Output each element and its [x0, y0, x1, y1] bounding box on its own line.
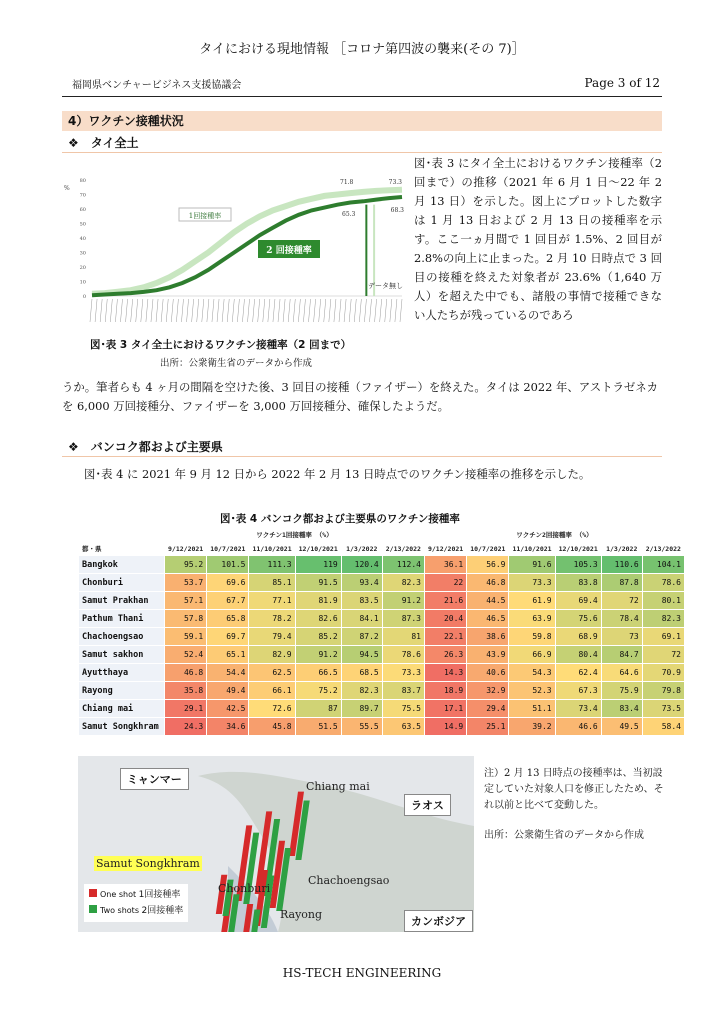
- second-dose-cell: 63.9: [509, 610, 555, 628]
- no-data-label: データ無し: [368, 282, 403, 290]
- x-tick-mark: [232, 299, 234, 322]
- second-dose-cell: 36.1: [424, 556, 466, 574]
- city-samut-songkhram: Samut Songkhram: [96, 857, 200, 870]
- first-dose-cell: 82.6: [295, 610, 341, 628]
- first-dose-cell: 89.7: [341, 700, 382, 718]
- first-dose-cell: 62.5: [249, 664, 295, 682]
- second-dose-cell: 22.1: [424, 628, 466, 646]
- second-dose-cell: 87.8: [601, 574, 642, 592]
- province-name: Samut Prakhan: [79, 592, 165, 610]
- second-dose-cell: 61.9: [509, 592, 555, 610]
- second-dose-series: [92, 197, 402, 295]
- first-dose-cell: 84.1: [341, 610, 382, 628]
- second-dose-cell: 72: [601, 592, 642, 610]
- chart-x-tick-labels: [90, 299, 402, 322]
- first-dose-cell: 34.6: [207, 718, 249, 736]
- y-tick-label: 10: [79, 279, 86, 286]
- x-tick-mark: [227, 299, 229, 322]
- x-tick-mark: [263, 299, 265, 322]
- first-dose-cell: 35.8: [165, 682, 207, 700]
- first-dose-cell: 82.9: [249, 646, 295, 664]
- x-tick-mark: [131, 299, 133, 322]
- country-myanmar: ミャンマー: [120, 768, 189, 790]
- first-dose-cell: 54.4: [207, 664, 249, 682]
- legend-two-shots: Two shots 2回接種率: [89, 903, 183, 919]
- x-tick-mark: [258, 299, 260, 322]
- first-dose-cell: 78.2: [249, 610, 295, 628]
- table-row: [79, 592, 685, 610]
- second-dose-cell: 69.1: [642, 628, 684, 646]
- second-dose-cell: 80.4: [555, 646, 601, 664]
- date-header: 10/7/2021: [207, 542, 249, 556]
- x-tick-mark: [161, 299, 163, 322]
- first-dose-cell: 91.5: [295, 574, 341, 592]
- first-dose-cell: 87.3: [382, 610, 424, 628]
- second-dose-cell: 80.1: [642, 592, 684, 610]
- second-dose-cell: 78.6: [642, 574, 684, 592]
- table-row: [79, 664, 685, 682]
- city-chiang-mai: Chiang mai: [306, 780, 370, 793]
- section-heading: 4）ワクチン接種状況: [62, 111, 662, 131]
- second-dose-cell: 82.3: [642, 610, 684, 628]
- province-name: Bangkok: [79, 556, 165, 574]
- x-tick-mark: [390, 299, 392, 322]
- second-dose-cell: 70.9: [642, 664, 684, 682]
- group1-header: ワクチン1回接種率 （%）: [165, 528, 425, 542]
- date-header: 2/13/2022: [382, 542, 424, 556]
- x-tick-mark: [314, 299, 316, 322]
- country-laos: ラオス: [404, 794, 451, 816]
- x-tick-mark: [197, 299, 199, 322]
- first-dose-cell: 95.2: [165, 556, 207, 574]
- second-dose-cell: 39.2: [509, 718, 555, 736]
- y-tick-label: 70: [79, 192, 86, 199]
- x-tick-mark: [222, 299, 224, 322]
- second-dose-cell: 73.5: [642, 700, 684, 718]
- y-tick-label: 30: [79, 250, 86, 257]
- paragraph-3: 図･表 4 に 2021 年 9 月 12 日から 2022 年 2 月 13 日時点でのワクチン接種率の推移を示した。: [84, 467, 591, 481]
- y-tick-label: 0: [82, 294, 86, 300]
- second-dose-cell: 43.9: [467, 646, 509, 664]
- province-name: Chachoengsao: [79, 628, 165, 646]
- x-tick-mark: [273, 299, 275, 322]
- legend-swatch-green: [89, 905, 97, 913]
- x-tick-mark: [212, 299, 214, 322]
- first-dose-cell: 46.8: [165, 664, 207, 682]
- table-row: [79, 718, 685, 736]
- x-tick-mark: [324, 299, 326, 322]
- date-header: 10/7/2021: [467, 542, 509, 556]
- second-dose-cell: 22: [424, 574, 466, 592]
- date-header: 11/10/2021: [249, 542, 295, 556]
- first-dose-cell: 101.5: [207, 556, 249, 574]
- x-tick-mark: [141, 299, 143, 322]
- page-title: タイにおける現地情報 ［コロナ第四波の襲来(その 7)］: [199, 42, 525, 57]
- x-tick-mark: [298, 299, 300, 322]
- first-dose-cell: 63.5: [382, 718, 424, 736]
- province-name: Pathum Thani: [79, 610, 165, 628]
- second-dose-cell: 72: [642, 646, 684, 664]
- x-tick-mark: [400, 299, 402, 322]
- first-dose-cell: 82.3: [382, 574, 424, 592]
- province-name: Rayong: [79, 682, 165, 700]
- first-dose-cell: 24.3: [165, 718, 207, 736]
- x-tick-mark: [268, 299, 270, 322]
- x-tick-mark: [334, 299, 336, 322]
- x-tick-mark: [242, 299, 244, 322]
- first-dose-cell: 57.1: [165, 592, 207, 610]
- second-dose-cell: 14.9: [424, 718, 466, 736]
- x-tick-mark: [354, 299, 356, 322]
- first-dose-cell: 69.6: [207, 574, 249, 592]
- second-dose-cell: 66.9: [509, 646, 555, 664]
- second-dose-cell: 26.3: [424, 646, 466, 664]
- x-tick-mark: [248, 299, 250, 322]
- x-tick-mark: [253, 299, 255, 322]
- x-tick-mark: [349, 299, 351, 322]
- second-dose-cell: 73.3: [509, 574, 555, 592]
- province-map: [78, 756, 474, 932]
- first-dose-cell: 57.8: [165, 610, 207, 628]
- paragraph-2: うか。筆者らも 4 ヶ月の間隔を空けた後、3 回目の接種（ファイザー）を終えた。タイは 2022 年、アストラゼネカを 6,000 万回接種分、ファイザーを 3,000 万回接種分、確保したようだ。: [62, 380, 659, 413]
- figure3-caption: 図･表 3 タイ全土におけるワクチン接種率（2 回まで）: [90, 339, 352, 351]
- chart-y-label: %: [64, 185, 70, 192]
- x-tick-mark: [364, 299, 366, 322]
- x-tick-mark: [136, 299, 138, 322]
- x-tick-mark: [95, 299, 97, 322]
- x-tick-mark: [181, 299, 183, 322]
- x-tick-mark: [375, 299, 377, 322]
- annotation-second-feb: 68.3: [390, 207, 404, 214]
- second-dose-cell: 21.6: [424, 592, 466, 610]
- first-dose-cell: 83.7: [382, 682, 424, 700]
- first-dose-cell: 72.6: [249, 700, 295, 718]
- first-dose-cell: 93.4: [341, 574, 382, 592]
- legend-one-shot: One shot 1回接種率: [89, 887, 183, 903]
- second-dose-cell: 62.4: [555, 664, 601, 682]
- x-tick-mark: [217, 299, 219, 322]
- second-dose-label: 2 回接種率: [266, 246, 312, 256]
- first-dose-cell: 120.4: [341, 556, 382, 574]
- subsection-bangkok: ❖ バンコク都および主要県: [62, 437, 662, 457]
- second-dose-cell: 46.6: [555, 718, 601, 736]
- x-tick-mark: [288, 299, 290, 322]
- x-tick-mark: [319, 299, 321, 322]
- first-dose-cell: 45.8: [249, 718, 295, 736]
- second-dose-cell: 91.6: [509, 556, 555, 574]
- first-dose-cell: 42.5: [207, 700, 249, 718]
- x-tick-mark: [192, 299, 194, 322]
- second-dose-cell: 67.3: [555, 682, 601, 700]
- first-dose-cell: 91.2: [382, 592, 424, 610]
- first-dose-cell: 87.2: [341, 628, 382, 646]
- date-header: 12/10/2021: [295, 542, 341, 556]
- figure3-source: 出所：公衆衛生省のデータから作成: [160, 358, 313, 369]
- province-name: Chonburi: [79, 574, 165, 592]
- organization-name: 福岡県ベンチャービジネス支援協議会: [72, 80, 242, 91]
- first-dose-cell: 55.5: [341, 718, 382, 736]
- x-tick-mark: [202, 299, 204, 322]
- table-row: [79, 682, 685, 700]
- second-dose-cell: 68.9: [555, 628, 601, 646]
- x-tick-mark: [176, 299, 178, 322]
- x-tick-mark: [359, 299, 361, 322]
- x-tick-mark: [110, 299, 112, 322]
- map-note-source: 出所：公衆衛生省のデータから作成: [484, 830, 644, 841]
- table-row: [79, 556, 685, 574]
- row-header: 都・県: [79, 542, 165, 556]
- first-dose-cell: 65.1: [207, 646, 249, 664]
- first-dose-cell: 94.5: [341, 646, 382, 664]
- second-dose-cell: 79.8: [642, 682, 684, 700]
- x-tick-mark: [370, 299, 372, 322]
- nationwide-vaccination-chart: [62, 170, 407, 330]
- second-dose-cell: 56.9: [467, 556, 509, 574]
- province-name: Chiang mai: [79, 700, 165, 718]
- first-dose-cell: 65.8: [207, 610, 249, 628]
- vaccination-table: [78, 527, 685, 736]
- first-dose-cell: 85.2: [295, 628, 341, 646]
- date-header: 1/3/2022: [341, 542, 382, 556]
- second-dose-cell: 46.5: [467, 610, 509, 628]
- x-tick-mark: [115, 299, 117, 322]
- first-dose-cell: 77.1: [249, 592, 295, 610]
- second-dose-cell: 32.9: [467, 682, 509, 700]
- second-dose-cell: 29.4: [467, 700, 509, 718]
- x-tick-mark: [146, 299, 148, 322]
- x-tick-mark: [207, 299, 209, 322]
- second-dose-cell: 46.8: [467, 574, 509, 592]
- x-tick-mark: [156, 299, 158, 322]
- second-dose-cell: 105.3: [555, 556, 601, 574]
- annotation-first-jan: 71.8: [340, 179, 354, 186]
- second-dose-cell: 73.4: [555, 700, 601, 718]
- second-dose-cell: 25.1: [467, 718, 509, 736]
- y-tick-label: 80: [79, 178, 86, 184]
- second-dose-cell: 52.3: [509, 682, 555, 700]
- first-dose-cell: 112.4: [382, 556, 424, 574]
- first-dose-cell: 68.5: [341, 664, 382, 682]
- second-dose-cell: 14.3: [424, 664, 466, 682]
- first-dose-cell: 81: [382, 628, 424, 646]
- second-dose-cell: 73: [601, 628, 642, 646]
- x-tick-mark: [166, 299, 168, 322]
- province-name: Samut Songkhram: [79, 718, 165, 736]
- x-tick-mark: [126, 299, 128, 322]
- x-tick-mark: [237, 299, 239, 322]
- second-dose-cell: 104.1: [642, 556, 684, 574]
- city-rayong: Rayong: [280, 908, 323, 921]
- second-dose-cell: 54.3: [509, 664, 555, 682]
- second-dose-cell: 51.1: [509, 700, 555, 718]
- date-header: 2/13/2022: [642, 542, 684, 556]
- date-header: 9/12/2021: [424, 542, 466, 556]
- page-footer: HS-TECH ENGINEERING: [282, 966, 442, 980]
- first-dose-cell: 49.4: [207, 682, 249, 700]
- first-dose-cell: 83.5: [341, 592, 382, 610]
- table-row: [79, 628, 685, 646]
- legend-swatch-red: [89, 889, 97, 897]
- x-tick-mark: [380, 299, 382, 322]
- subsection-thailand: ❖ タイ全土: [62, 133, 662, 153]
- first-dose-cell: 82.3: [341, 682, 382, 700]
- header-divider: [62, 96, 662, 97]
- x-tick-mark: [100, 299, 102, 322]
- second-dose-cell: 49.5: [601, 718, 642, 736]
- second-dose-cell: 64.6: [601, 664, 642, 682]
- table-corner: [79, 528, 165, 542]
- table-row: [79, 574, 685, 592]
- y-tick-label: 20: [79, 265, 86, 271]
- second-dose-cell: 59.8: [509, 628, 555, 646]
- x-tick-mark: [105, 299, 107, 322]
- first-dose-cell: 79.4: [249, 628, 295, 646]
- y-tick-label: 60: [79, 207, 86, 213]
- first-dose-cell: 69.7: [207, 628, 249, 646]
- first-dose-cell: 59.1: [165, 628, 207, 646]
- first-dose-cell: 81.9: [295, 592, 341, 610]
- country-cambodia: カンボジア: [404, 910, 473, 932]
- x-tick-mark: [339, 299, 341, 322]
- paragraph-1: 図･表 3 にタイ全土におけるワクチン接種率（2 回まで）の推移（2021 年 6 月 1 日～22 年 2 月 13 日）を示した。図上にプロットした数字は 1 月 13 日および 2 月 13 日の接種率を示す。ここ一ヵ月間で 1 回目が 1.5%、2 回目が 2.8%の向上に止まった。2 月 10 日時点で 3 回目の接種を終えた対象者が 23.6%（1,640 万人）を超えた中でも、諸般の事情で接種できない人たちが残っているのであろ: [414, 156, 662, 322]
- first-dose-cell: 66.1: [249, 682, 295, 700]
- chart-y-axis: [80, 178, 402, 300]
- second-dose-cell: 84.7: [601, 646, 642, 664]
- first-dose-cell: 73.3: [382, 664, 424, 682]
- first-dose-cell: 111.3: [249, 556, 295, 574]
- x-tick-mark: [283, 299, 285, 322]
- date-header: 11/10/2021: [509, 542, 555, 556]
- first-dose-cell: 29.1: [165, 700, 207, 718]
- table-row: [79, 700, 685, 718]
- x-tick-mark: [187, 299, 189, 322]
- table-row: [79, 610, 685, 628]
- first-dose-cell: 75.2: [295, 682, 341, 700]
- second-dose-cell: 69.4: [555, 592, 601, 610]
- second-dose-cell: 20.4: [424, 610, 466, 628]
- second-dose-cell: 44.5: [467, 592, 509, 610]
- first-dose-cell: 67.7: [207, 592, 249, 610]
- city-chonburi: Chonburi: [218, 882, 271, 895]
- table-row: [79, 646, 685, 664]
- first-dose-cell: 75.5: [382, 700, 424, 718]
- second-dose-cell: 110.6: [601, 556, 642, 574]
- y-tick-label: 40: [79, 236, 86, 242]
- first-dose-label: 1回接種率: [188, 212, 222, 220]
- x-tick-mark: [395, 299, 397, 322]
- x-tick-mark: [171, 299, 173, 322]
- figure4-caption: 図･表 4 バンコク都および主要県のワクチン接種率: [220, 513, 460, 525]
- x-tick-mark: [309, 299, 311, 322]
- second-dose-cell: 78.4: [601, 610, 642, 628]
- province-name: Ayutthaya: [79, 664, 165, 682]
- page-number: Page 3 of 12: [584, 76, 660, 90]
- first-dose-cell: 52.4: [165, 646, 207, 664]
- x-tick-mark: [344, 299, 346, 322]
- x-tick-mark: [329, 299, 331, 322]
- annotation-first-feb: 73.3: [388, 179, 402, 186]
- second-dose-cell: 38.6: [467, 628, 509, 646]
- second-dose-cell: 75.6: [555, 610, 601, 628]
- second-dose-cell: 40.6: [467, 664, 509, 682]
- x-tick-mark: [385, 299, 387, 322]
- map-legend: [84, 884, 188, 922]
- first-dose-cell: 51.5: [295, 718, 341, 736]
- second-dose-cell: 58.4: [642, 718, 684, 736]
- x-tick-mark: [151, 299, 153, 322]
- province-name: Samut sakhon: [79, 646, 165, 664]
- second-dose-cell: 83.8: [555, 574, 601, 592]
- group2-header: ワクチン2回接種率 （%）: [424, 528, 684, 542]
- second-dose-cell: 75.9: [601, 682, 642, 700]
- date-header: 12/10/2021: [555, 542, 601, 556]
- second-dose-cell: 18.9: [424, 682, 466, 700]
- first-dose-cell: 66.5: [295, 664, 341, 682]
- x-tick-mark: [293, 299, 295, 322]
- first-dose-cell: 119: [295, 556, 341, 574]
- x-tick-mark: [278, 299, 280, 322]
- city-chachoengsao: Chachoengsao: [308, 874, 390, 887]
- first-dose-cell: 91.2: [295, 646, 341, 664]
- second-dose-cell: 83.4: [601, 700, 642, 718]
- annotation-second-jan: 65.3: [342, 211, 356, 218]
- date-header: 9/12/2021: [165, 542, 207, 556]
- first-dose-cell: 78.6: [382, 646, 424, 664]
- x-tick-mark: [303, 299, 305, 322]
- x-tick-mark: [120, 299, 122, 322]
- date-header: 1/3/2022: [601, 542, 642, 556]
- second-dose-cell: 17.1: [424, 700, 466, 718]
- x-tick-mark: [90, 299, 92, 322]
- y-tick-label: 50: [79, 221, 86, 228]
- first-dose-cell: 87: [295, 700, 341, 718]
- first-dose-cell: 85.1: [249, 574, 295, 592]
- map-note: 注）2 月 13 日時点の接種率は、当初設定していた対象人口を修正したため、それ以前と比べて変動した。: [484, 768, 664, 811]
- first-dose-cell: 53.7: [165, 574, 207, 592]
